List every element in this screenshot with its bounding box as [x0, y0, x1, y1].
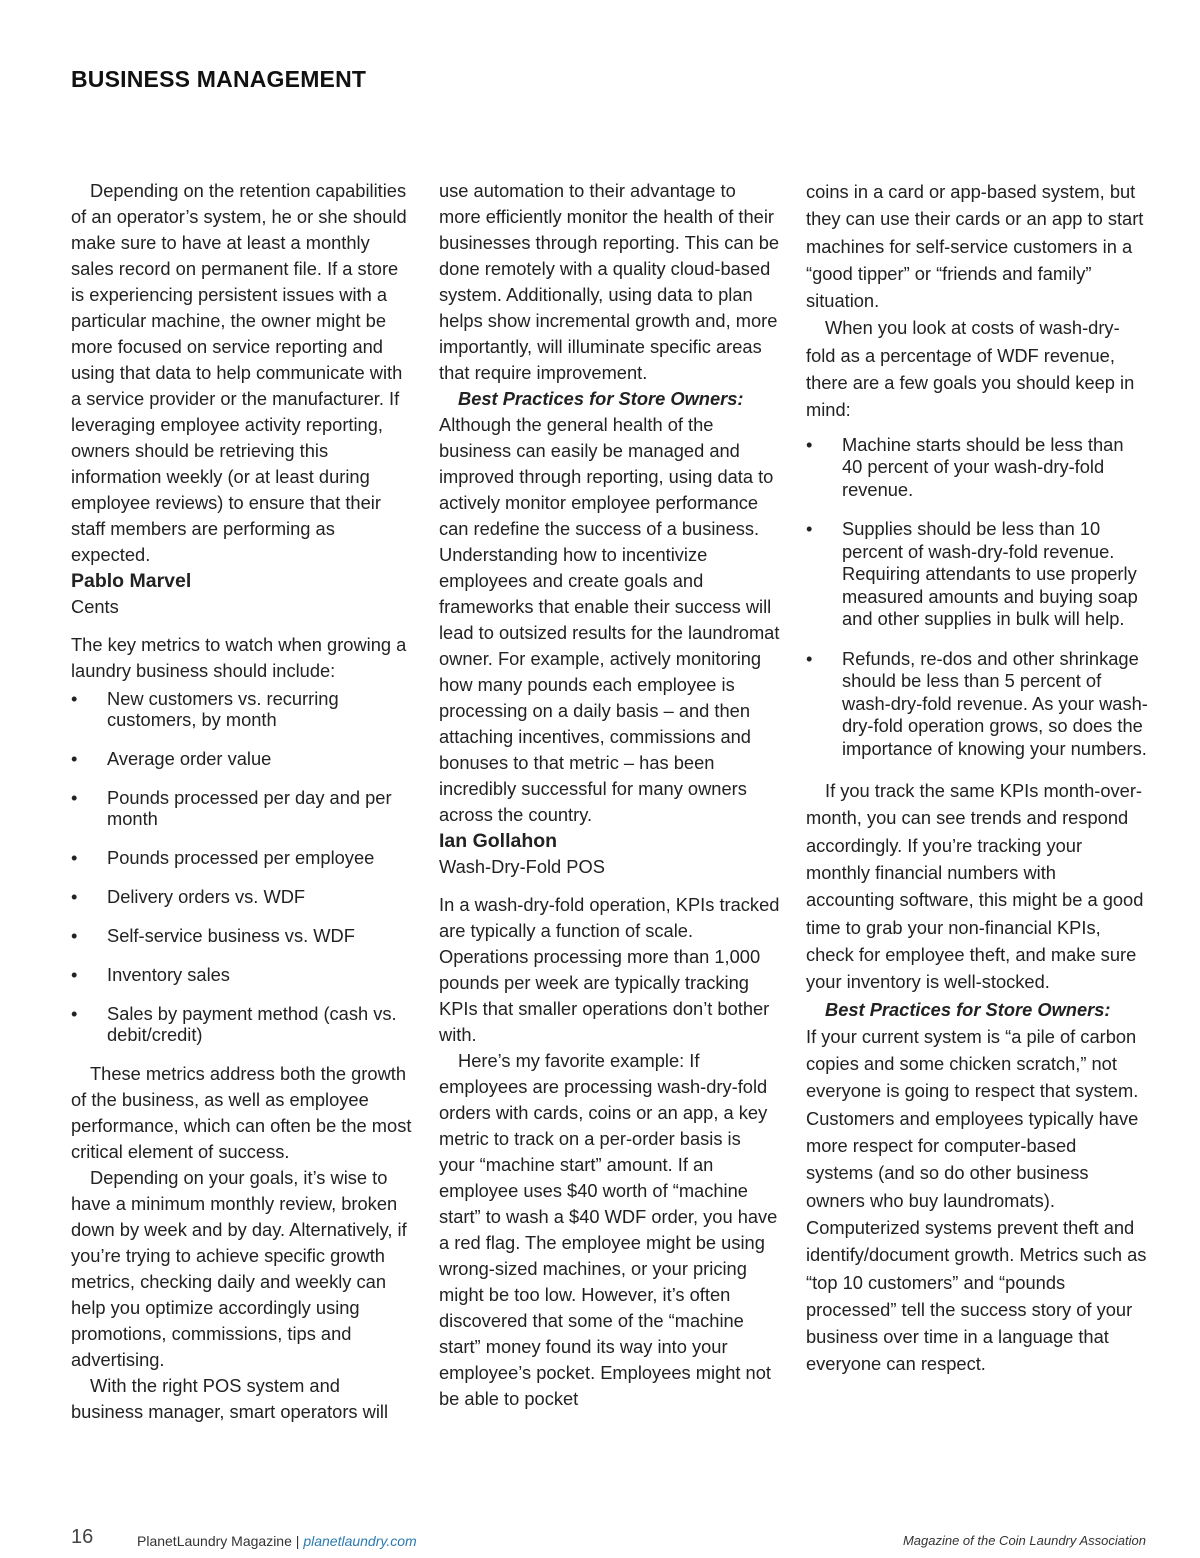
paragraph: If your current system is “a pile of carbon copies and some chicken scratch,” not everyone is going to respect that system. Customers and employees typically have more respect for computer-based systems (and so do other business owners who buy laundromats). Computerized systems prevent theft and identify/document growth. Metrics such as “top 10 customers” and “pounds processed” tell the success story of your business over time in a language that everyone can respect. [806, 1025, 1147, 1375]
best-practices-label: Best Practices for Store Owners: [825, 998, 1111, 1020]
column-3 [806, 178, 1148, 1378]
metrics-list [71, 688, 413, 1045]
list-item: • New customers vs. recurring customers, by month [71, 688, 339, 730]
paragraph [806, 996, 1148, 1023]
column-2 [439, 178, 781, 1412]
page-number: 16 [71, 1526, 94, 1548]
paragraph: The key metrics to watch when growing a laundry business should include: [71, 634, 407, 681]
bullet: • [71, 748, 78, 769]
paragraph: Depending on your goals, it’s wise to have a minimum monthly review, broken down by week and by day. Alternatively, if you’re trying to achieve specific growth metrics, checking daily and weekly can help you optimize accordingly using promotions, commissions, tips and advertising. [71, 1167, 407, 1370]
separator: | [295, 1533, 300, 1549]
contributor-company: Wash-Dry-Fold POS [439, 856, 605, 877]
magazine-name: PlanetLaundry Magazine [137, 1533, 292, 1549]
paragraph: coins in a card or app-based system, but they can use their cards or an app to start machines for self-service customers in a “good tipper” or “friends and family” situation. [806, 181, 1144, 312]
paragraph: In a wash-dry-fold operation, KPIs tracked are typically a function of scale. Operations processing more than 1,000 pounds per week are typically tracking KPIs that smaller operations don’t bother with. [439, 894, 780, 1045]
bullet: • [71, 787, 78, 808]
list-item: • Supplies should be less than 10 percent of wash-dry-fold revenue. Requiring attendants to use properly measured amounts and buying soap and other supplies in bulk will help. [806, 518, 1138, 630]
best-practices-label: Best Practices for Store Owners: [458, 388, 744, 409]
list-item: • Machine starts should be less than 40 percent of your wash-dry-fold revenue. [806, 433, 1124, 500]
contributor-company: Cents [71, 596, 119, 617]
bullet: • [71, 886, 78, 907]
paragraph: use automation to their advantage to more efficiently monitor the health of their businesses through reporting. This can be done remotely with a quality cloud-based system. Additionally, using data to plan helps show incremental growth and, more importantly, will illuminate specific areas that require improvement. [439, 180, 780, 383]
paragraph: These metrics address both the growth of the business, as well as employee performance, which can often be the most critical element of success. [71, 1063, 412, 1162]
page-footer [71, 1526, 1146, 1555]
paragraph [439, 386, 781, 412]
list-item: • Sales by payment method (cash vs. debit/credit) [71, 1003, 397, 1045]
paragraph: If you track the same KPIs month-over-month, you can see trends and respond accordingly. If you’re tracking your monthly financial numbers with accounting software, this might be a good time to grab your non-financial KPIs, check for employee theft, and make sure your inventory is well-stocked. [806, 780, 1144, 993]
paragraph: Depending on the retention capabilities of an operator’s system, he or she should make sure to have at least a monthly sales record on permanent file. If a store is experiencing persistent issues with a particular machine, the owner might be more focused on service reporting and using that data to help communicate with a service provider or the manufacturer. If leveraging employee activity reporting, owners should be retrieving this information weekly (or at least during employee reviews) to ensure that their staff members are performing as expected. [71, 180, 407, 565]
bullet: • [71, 925, 78, 946]
bullet: • [71, 688, 78, 709]
paragraph: Here’s my favorite example: If employees are processing wash-dry-fold orders with cards, coins or an app, a key metric to track on a per-order basis is your “machine start” amount. If an employee uses $40 worth of “machine start” to wash a $40 WDF order, you have a red flag. The employee might be using wrong-sized machines, or your pricing might be too low. However, it’s often discovered that some of the “machine start” money found its way into your employee’s pocket. Employees might not be able to pocket [439, 1050, 778, 1409]
magazine-url-link[interactable]: planetlaundry.com [303, 1533, 417, 1549]
association-credit: Magazine of the Coin Laundry Association [902, 1533, 1146, 1548]
section-heading: BUSINESS MANAGEMENT [71, 66, 367, 92]
goals-list [806, 434, 1148, 761]
list-item: • Pounds processed per employee [71, 847, 375, 868]
list-item: • Refunds, re-dos and other shrinkage should be less than 5 percent of wash-dry-fold revenue. As your wash-dry-fold operation grows, so does the importance of knowing your numbers. [806, 647, 1148, 759]
list-item: • Self-service business vs. WDF [71, 925, 355, 946]
bullet: • [71, 964, 78, 985]
list-item: • Delivery orders vs. WDF [71, 886, 306, 907]
column-1 [71, 178, 413, 1425]
bullet: • [806, 647, 813, 669]
contributor-name: Ian Gollahon [439, 830, 558, 852]
contributor-name: Pablo Marvel [71, 570, 192, 592]
list-item: • Pounds processed per day and per month [71, 787, 392, 829]
paragraph: Although the general health of the business can easily be managed and improved through reporting, using data to actively monitor employee performance can redefine the success of a business. Understanding how to incentivize employees and create goals and frameworks that enable their success will lead to outsized results for the laundromat owner. For example, actively monitoring how many pounds each employee is processing on a daily basis – and then attaching incentives, commissions and bonuses to that metric – has been incredibly successful for many owners across the country. [439, 414, 780, 825]
bullet: • [806, 518, 813, 540]
paragraph: With the right POS system and business manager, smart operators will [71, 1375, 389, 1422]
list-item: • Average order value [71, 748, 272, 769]
list-item: • Inventory sales [71, 964, 230, 985]
magazine-credit [137, 1533, 417, 1549]
bullet: • [71, 1003, 78, 1024]
paragraph: When you look at costs of wash-dry-fold as a percentage of WDF revenue, there are a few goals you should keep in mind: [806, 317, 1135, 421]
bullet: • [806, 433, 813, 455]
bullet: • [71, 847, 78, 868]
